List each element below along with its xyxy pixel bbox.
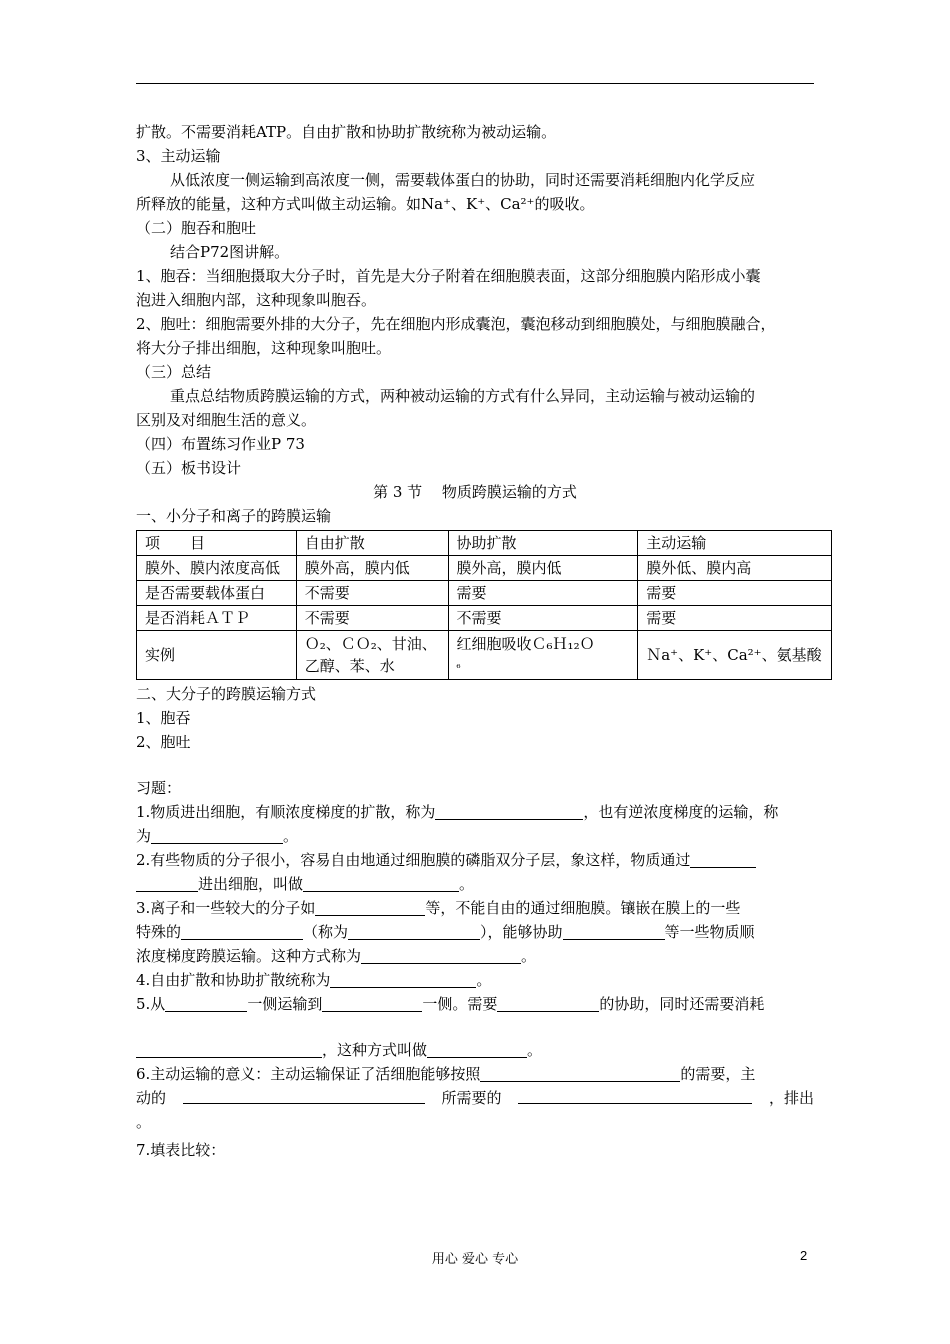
table-cell: 需要 — [638, 581, 832, 606]
table-cell: 膜外低、膜内高 — [638, 556, 832, 581]
question-text: 浓度梯度跨膜运输。这种方式称为 — [136, 947, 362, 965]
question-1-cont — [136, 824, 814, 848]
table-row — [137, 556, 832, 581]
paragraph: 区别及对细胞生活的意义。 — [136, 411, 317, 429]
question-text: 的协助，同时还需要消耗 — [599, 995, 765, 1013]
question-text: 特殊的 — [136, 923, 182, 941]
table-cell: 是否消耗ＡＴＰ — [137, 606, 297, 631]
table-cell: 膜外、膜内浓度高低 — [137, 556, 297, 581]
answer-blank — [330, 970, 476, 988]
example-line: Ｏ₂、ＣＯ₂、甘油、 — [304, 635, 437, 653]
example-line: 乙醇、苯、水 — [304, 657, 395, 675]
question-text: 一侧。需要 — [422, 995, 498, 1013]
paragraph: 1、胞吞：当细胞摄取大分子时，首先是大分子附着在细胞膜表面，这部分细胞膜内陷形成小囊 — [136, 267, 761, 285]
heading: （五）板书设计 — [136, 459, 242, 477]
table-cell — [296, 631, 448, 680]
question-text: 等一些物质顺 — [664, 923, 755, 941]
question-text: 等，不能自由的通过细胞膜。镶嵌在膜上的一些 — [425, 899, 741, 917]
question-text: 3.离子和一些较大的分子如 — [136, 899, 316, 917]
question-text: ，这种方式叫做 — [322, 1041, 428, 1059]
page-number: 2 — [800, 1248, 808, 1263]
question-5-cont — [136, 1038, 814, 1062]
list-item: 2、胞吐 — [136, 733, 191, 751]
answer-blank — [183, 1086, 425, 1104]
paragraph: 重点总结物质跨膜运输的方式，两种被动运输的方式有什么异同，主动运输与被动运输的 — [170, 387, 756, 405]
list-item: 1、胞吞 — [136, 709, 191, 727]
question-text: 。 — [527, 1041, 543, 1059]
example-line: ₆ — [456, 660, 461, 671]
question-1 — [136, 800, 814, 824]
question-text: （称为 — [303, 923, 349, 941]
answer-blank — [480, 1064, 680, 1082]
question-5 — [136, 992, 814, 1016]
question-6-cont: 。 — [136, 1113, 152, 1131]
answer-blank — [303, 874, 459, 892]
answer-blank — [690, 850, 756, 868]
heading: （四）布置练习作业P 73 — [136, 435, 305, 453]
question-text: 。 — [476, 971, 492, 989]
table-cell: 不需要 — [448, 606, 638, 631]
table-row — [137, 581, 832, 606]
table-cell: 膜外高，膜内低 — [448, 556, 638, 581]
heading: （二）胞吞和胞吐 — [136, 219, 257, 237]
page-footer: 用心 爱心 专心 — [431, 1252, 519, 1267]
question-2-cont — [136, 872, 814, 896]
answer-blank — [181, 922, 303, 940]
question-6 — [136, 1062, 814, 1086]
question-text: 所需要的 — [441, 1089, 502, 1107]
question-text: 4.自由扩散和协助扩散统称为 — [136, 971, 331, 989]
table-cell: 是否需要载体蛋白 — [137, 581, 297, 606]
header-rule — [136, 83, 814, 84]
comparison-table — [136, 530, 832, 680]
answer-blank — [563, 922, 665, 940]
question-text: 。 — [283, 827, 299, 845]
question-text: 动的 — [136, 1089, 167, 1107]
section-title: 二、大分子的跨膜运输方式 — [136, 685, 317, 703]
page-content — [136, 120, 822, 1162]
heading: 3、主动运输 — [136, 147, 221, 165]
paragraph: 将大分子排出细胞，这种现象叫胞吐。 — [136, 339, 392, 357]
answer-blank — [348, 922, 480, 940]
table-cell: 膜外高，膜内低 — [296, 556, 448, 581]
table-cell: Ｎa⁺、K⁺、Ca²⁺、氨基酸 — [638, 631, 832, 680]
answer-blank — [151, 826, 283, 844]
answer-blank — [518, 1086, 752, 1104]
question-4 — [136, 968, 814, 992]
question-3-cont — [136, 944, 814, 968]
table-row — [137, 606, 832, 631]
answer-blank — [136, 874, 198, 892]
question-text: 的需要，主 — [680, 1065, 756, 1083]
paragraph: 从低浓度一侧运输到高浓度一侧，需要载体蛋白的协助，同时还需要消耗细胞内化学反应 — [170, 171, 756, 189]
table-row-examples — [137, 631, 832, 680]
question-2 — [136, 848, 814, 872]
table-header-cell: 项 目 — [137, 531, 297, 556]
question-text: 为 — [136, 827, 152, 845]
question-text: ），能够协助 — [480, 923, 563, 941]
answer-blank — [361, 946, 521, 964]
paragraph: 泡进入细胞内部，这种现象叫胞吞。 — [136, 291, 377, 309]
exercises-title: 习题： — [136, 779, 182, 797]
question-text: 6.主动运输的意义：主动运输保证了活细胞能够按照 — [136, 1065, 481, 1083]
table-header-cell: 主动运输 — [638, 531, 832, 556]
answer-blank — [435, 802, 583, 820]
question-text: 5.从 — [136, 995, 166, 1013]
paragraph: 结合P72图讲解。 — [170, 243, 290, 261]
answer-blank — [322, 994, 422, 1012]
paragraph: 所释放的能量，这种方式叫做主动运输。如Na⁺、K⁺、Ca²⁺的吸收。 — [136, 195, 595, 213]
table-cell: 需要 — [448, 581, 638, 606]
question-7: 7.填表比较： — [136, 1141, 226, 1159]
question-text: 一侧运输到 — [247, 995, 323, 1013]
answer-blank — [315, 898, 425, 916]
question-3 — [136, 896, 814, 920]
table-header-cell: 自由扩散 — [296, 531, 448, 556]
example-line: 红细胞吸收Ｃ₆Ｈ₁₂Ｏ — [456, 635, 595, 653]
paragraph: 扩散。不需要消耗ATP。自由扩散和协助扩散统称为被动运输。 — [136, 123, 557, 141]
table-header-row — [137, 531, 832, 556]
question-text: 进出细胞，叫做 — [198, 875, 304, 893]
heading: （三）总结 — [136, 363, 212, 381]
question-text: ，也有逆浓度梯度的运输，称 — [583, 803, 779, 821]
table-cell: 不需要 — [296, 606, 448, 631]
table-cell: 需要 — [638, 606, 832, 631]
answer-blank — [165, 994, 247, 1012]
answer-blank — [136, 1040, 322, 1058]
question-6-cont — [136, 1086, 814, 1110]
question-text: 。 — [459, 875, 475, 893]
board-title: 第 3 节 物质跨膜运输的方式 — [373, 483, 577, 501]
answer-blank — [497, 994, 599, 1012]
question-text: 。 — [521, 947, 537, 965]
answer-blank — [427, 1040, 527, 1058]
question-text: 2.有些物质的分子很小，容易自由地通过细胞膜的磷脂双分子层，象这样，物质通过 — [136, 851, 691, 869]
question-3-cont — [136, 920, 814, 944]
table-cell — [448, 631, 638, 680]
table-header-cell: 协助扩散 — [448, 531, 638, 556]
paragraph: 2、胞吐：细胞需要外排的大分子，先在细胞内形成囊泡，囊泡移动到细胞膜处，与细胞膜融合， — [136, 315, 776, 333]
table-cell: 不需要 — [296, 581, 448, 606]
question-text: 1.物质进出细胞，有顺浓度梯度的扩散，称为 — [136, 803, 436, 821]
section-title: 一、小分子和离子的跨膜运输 — [136, 507, 332, 525]
question-text: ，排出 — [768, 1089, 814, 1107]
table-cell: 实例 — [137, 631, 297, 680]
